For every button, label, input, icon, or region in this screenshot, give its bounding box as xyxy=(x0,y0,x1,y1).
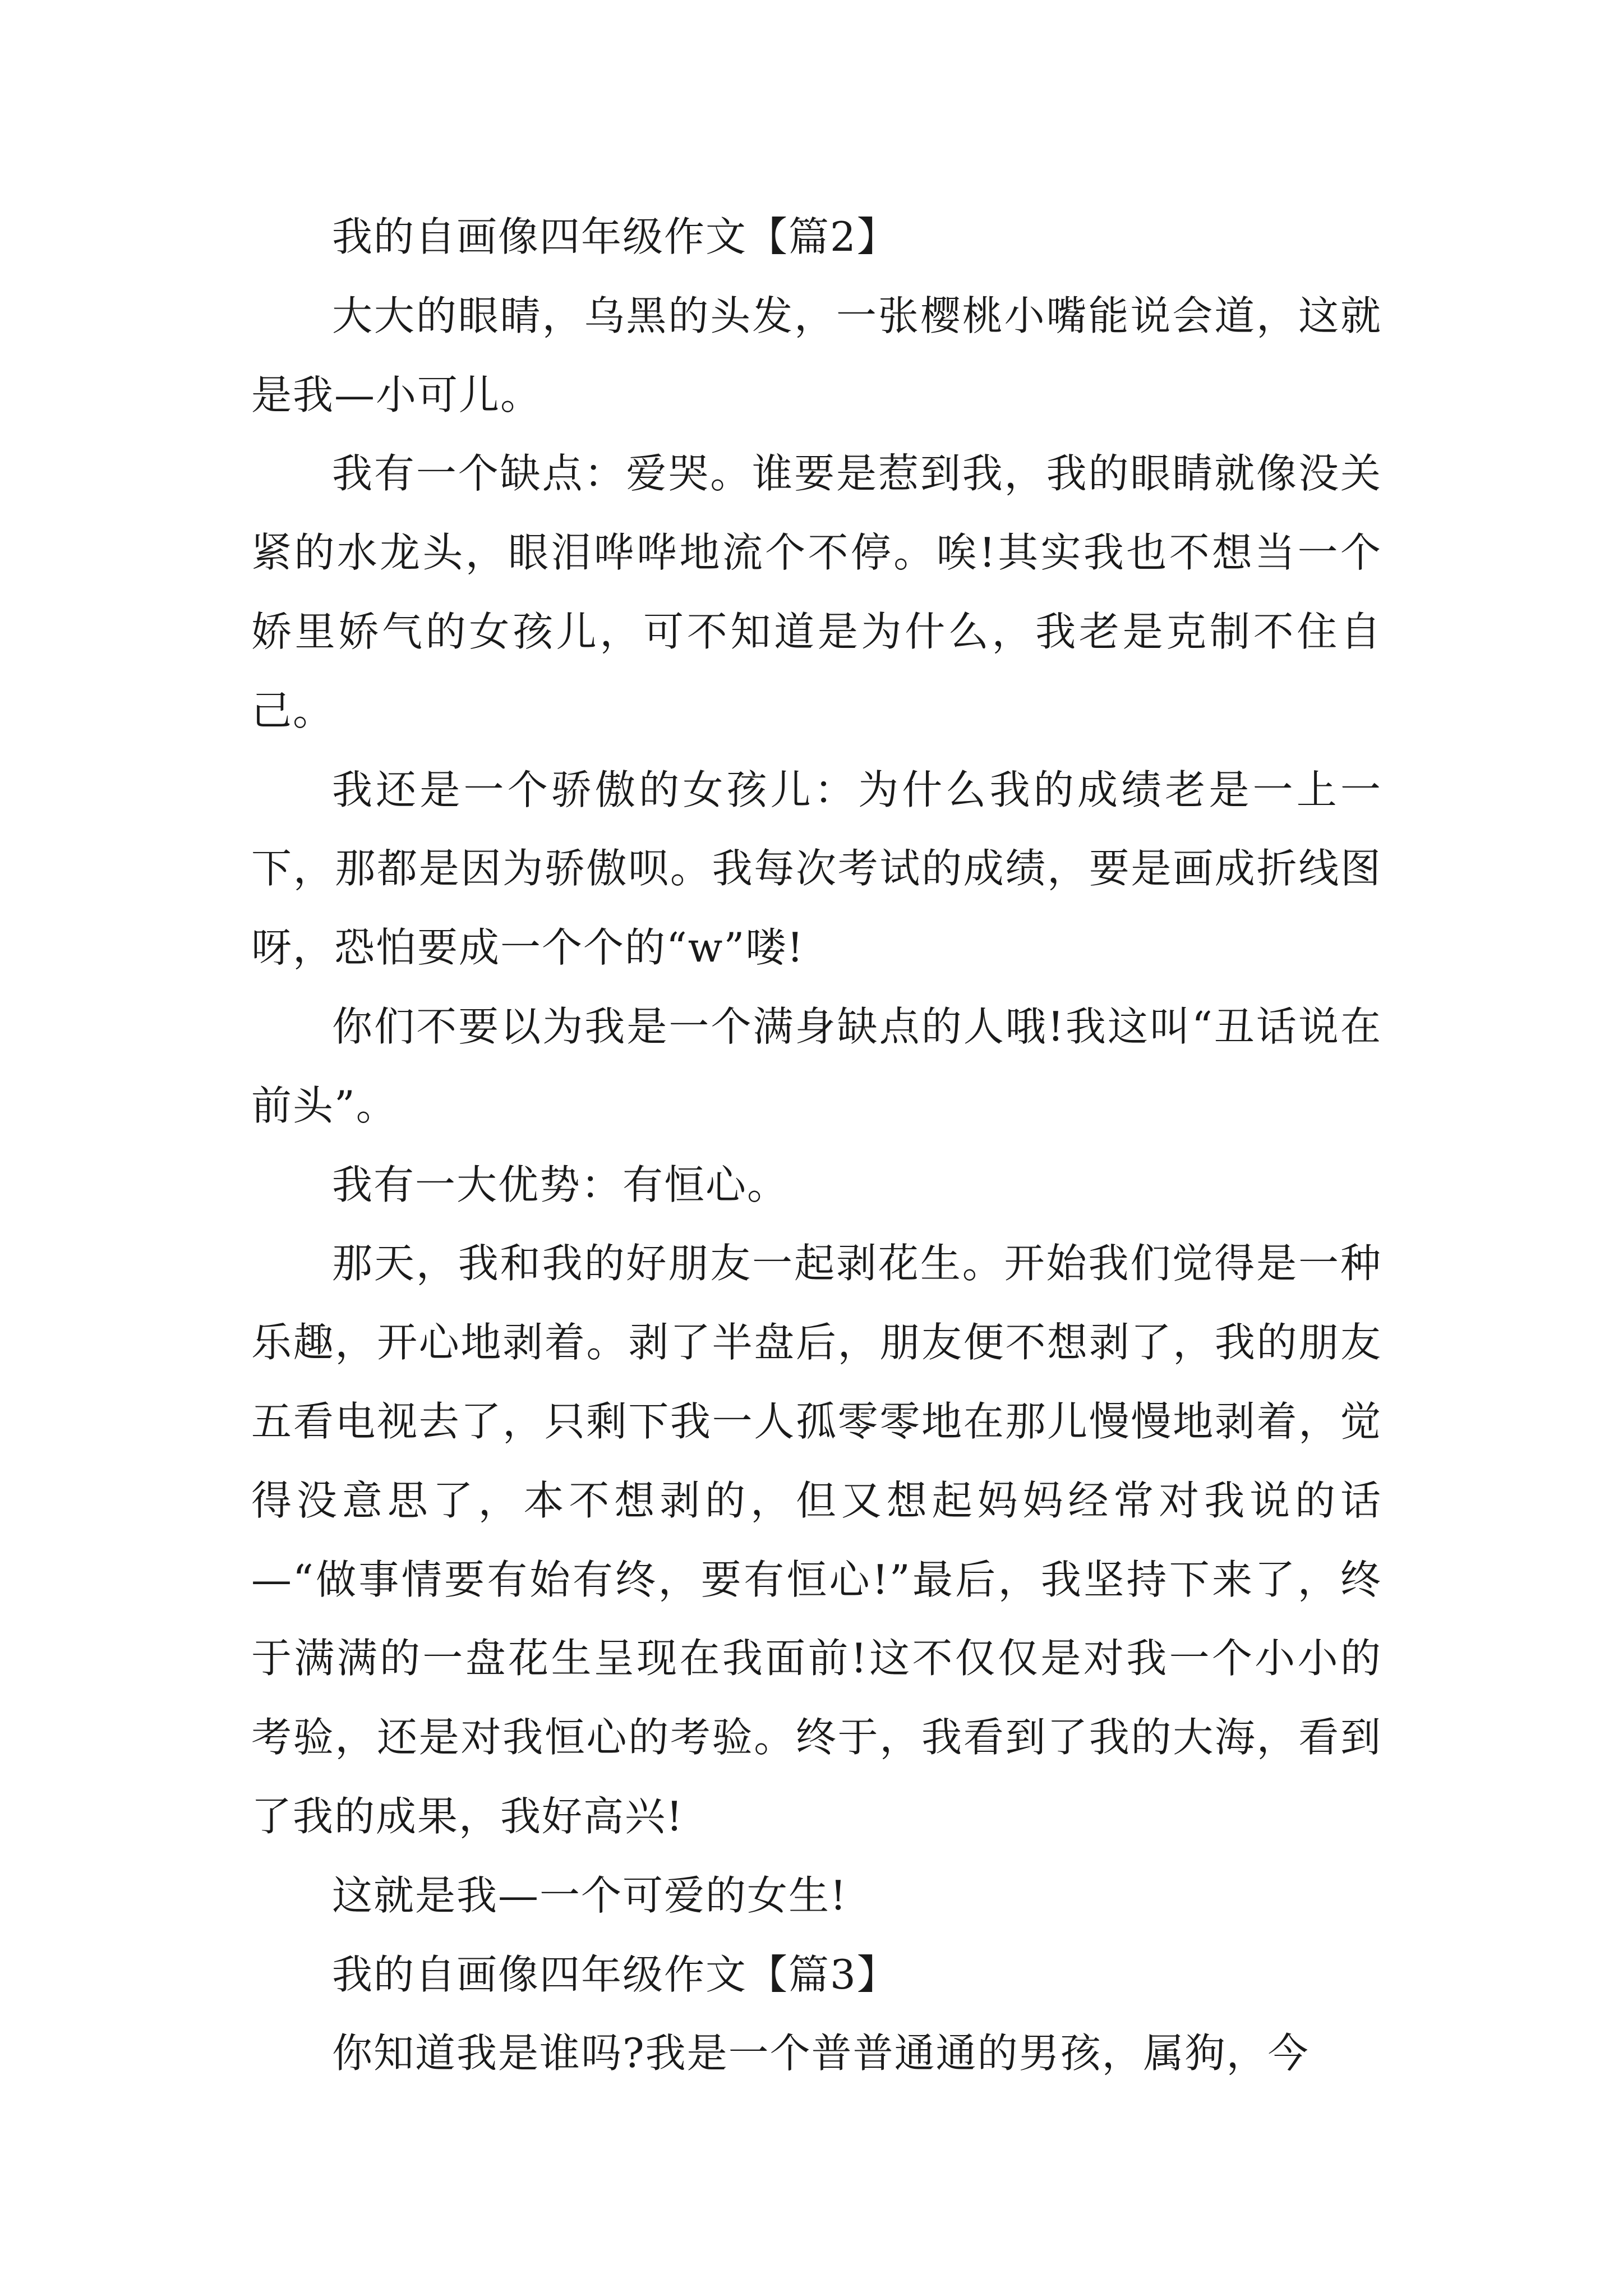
paragraph: 那天，我和我的好朋友一起剥花生。开始我们觉得是一种乐趣，开心地剥着。剥了半盘后，朋友便不想剥了，我的朋友五看电视去了，只剩下我一人孤零零地在那儿慢慢地剥着，觉得没意思了，本不想剥的，但又想起妈妈经常对我说的话—“做事情要有始有终，要有恒心!”最后，我坚持下来了，终于满满的一盘花生呈现在我面前!这不仅仅是对我一个小小的考验，还是对我恒心的考验。终于，我看到了我的大海，看到了我的成果，我好高兴! xyxy=(251,1240,1382,1840)
section-heading: 我的自画像四年级作文【篇2】 xyxy=(332,213,898,260)
paragraph: 我有一个缺点：爱哭。谁要是惹到我，我的眼睛就像没关紧的水龙头，眼泪哗哗地流个不停。唉!其实我也不想当一个娇里娇气的女孩儿，可不知道是为什么，我老是克制不住自己。 xyxy=(251,450,1382,734)
paragraph: 我有一大优势：有恒心。 xyxy=(332,1161,789,1208)
document-body xyxy=(251,197,1382,2093)
paragraph: 你知道我是谁吗?我是一个普普通通的男孩，属狗，今 xyxy=(332,2030,1310,2077)
paragraph: 你们不要以为我是一个满身缺点的人哦!我这叫“丑话说在前头”。 xyxy=(251,1002,1382,1129)
section-heading: 我的自画像四年级作文【篇3】 xyxy=(332,1950,898,1998)
paragraph: 这就是我—一个可爱的女生! xyxy=(332,1871,847,1919)
paragraph: 大大的眼睛，乌黑的头发，一张樱桃小嘴能说会道，这就是我—小可儿。 xyxy=(251,292,1382,418)
paragraph: 我还是一个骄傲的女孩儿：为什么我的成绩老是一上一下，那都是因为骄傲呗。我每次考试的成绩，要是画成折线图呀，恐怕要成一个个的“w”喽! xyxy=(251,766,1382,972)
